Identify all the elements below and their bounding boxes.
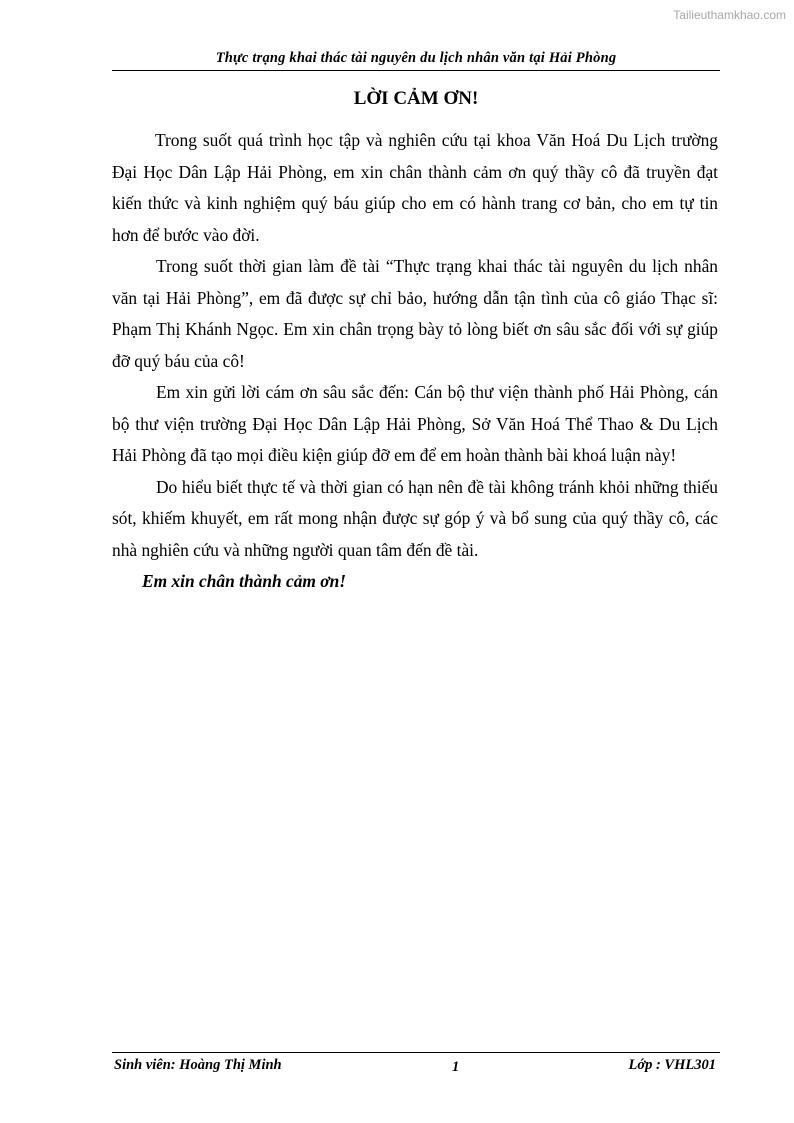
footer-page-number: 1	[452, 1059, 460, 1075]
paragraph-2: Trong suốt thời gian làm đề tài “Thực trạng khai thác tài nguyên du lịch nhân văn tại Hải Phòng”, em đã được sự chỉ bảo, hướng dẫn tận tình của cô giáo Thạc sĩ: Phạm Thị Khánh Ngọc. Em xin chân trọng bày tỏ lòng biết ơn sâu sắc đối với sự giúp đỡ quý báu của cô!	[112, 256, 718, 371]
footer-divider	[112, 1052, 720, 1053]
page-title: LỜI CẢM ƠN!	[353, 88, 479, 109]
page-footer	[112, 1057, 718, 1079]
paragraph-1: Trong suốt quá trình học tập và nghiên cứu tại khoa Văn Hoá Du Lịch trường Đại Học Dân Lập Hải Phòng, em xin chân thành cảm ơn quý thầy cô đã truyền đạt kiến thức và kinh nghiệm quý báu giúp cho em có hành trang cơ bản, cho em tự tin hơn để bước vào đời.	[112, 130, 718, 245]
paragraph-3: Em xin gửi lời cám ơn sâu sắc đến: Cán bộ thư viện thành phố Hải Phòng, cán bộ thư viện trường Đại Học Dân Lập Hải Phòng, Sở Văn Hoá Thể Thao & Du Lịch Hải Phòng đã tạo mọi điều kiện giúp đỡ em để em hoàn thành bài khoá luận này!	[112, 382, 718, 465]
footer-student: Sinh viên: Hoàng Thị Minh	[114, 1057, 282, 1073]
watermark: Tailieuthamkhao.com	[673, 8, 786, 22]
header-divider	[112, 70, 720, 71]
body-content	[112, 125, 718, 598]
footer-class: Lớp : VHL301	[628, 1057, 716, 1073]
paragraph-4: Do hiểu biết thực tế và thời gian có hạn nên đề tài không tránh khỏi những thiếu sót, khiếm khuyết, em rất mong nhận được sự góp ý và bổ sung của quý thầy cô, các nhà nghiên cứu và những người quan tâm đến đề tài.	[112, 476, 718, 560]
running-header: Thực trạng khai thác tài nguyên du lịch nhân văn tại Hải Phòng	[215, 50, 617, 66]
closing-line: Em xin chân thành cảm ơn!	[142, 571, 347, 591]
